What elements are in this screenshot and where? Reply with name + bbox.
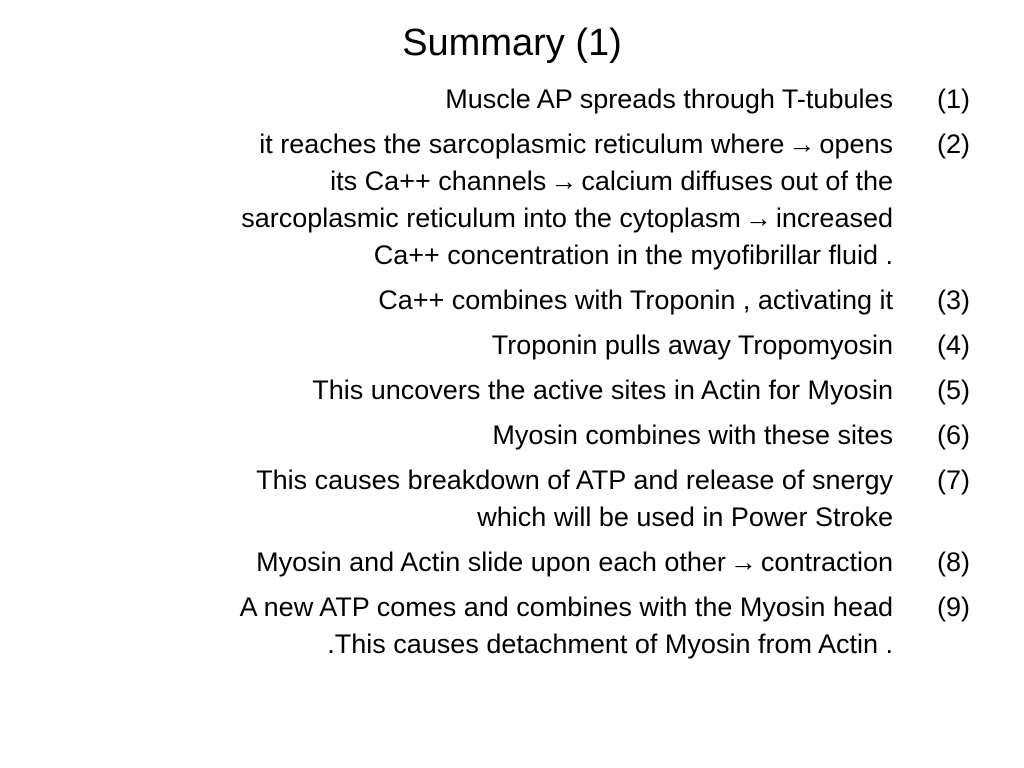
summary-item-line <box>40 81 893 118</box>
summary-item-number: (7) <box>937 465 970 495</box>
summary-item-text <box>40 282 893 319</box>
summary-item <box>40 462 970 536</box>
summary-item <box>40 81 970 118</box>
summary-item-text <box>40 372 893 409</box>
summary-item-line <box>40 163 893 200</box>
summary-item-number: (4) <box>937 330 970 360</box>
summary-item-line <box>40 499 893 536</box>
summary-list <box>40 81 970 671</box>
summary-item-segment: Ca++ concentration in the myofibrillar fluid . <box>373 240 893 270</box>
summary-item-line <box>40 200 893 237</box>
summary-item-segment: contraction <box>760 547 893 577</box>
summary-item-segment: A new ATP comes and combines with the Myosin head <box>239 592 893 622</box>
summary-item-line <box>40 626 893 663</box>
summary-item <box>40 544 970 581</box>
summary-item-text <box>40 81 893 118</box>
summary-item-number: (9) <box>937 592 970 622</box>
summary-item-number: (8) <box>937 547 970 577</box>
summary-item-line <box>40 126 893 163</box>
summary-item-line <box>40 237 893 274</box>
summary-item-line <box>40 589 893 626</box>
summary-item-number: (6) <box>937 420 970 450</box>
summary-item-text <box>40 462 893 536</box>
arrow-right-icon: → <box>729 547 757 577</box>
summary-item <box>40 282 970 319</box>
summary-item <box>40 589 970 663</box>
summary-item-number: (3) <box>937 285 970 315</box>
summary-item <box>40 126 970 274</box>
summary-item-segment: its Ca++ channels <box>330 166 547 196</box>
summary-item-segment: Myosin combines with these sites <box>492 420 893 450</box>
summary-item-segment: Myosin and Actin slide upon each other <box>256 547 726 577</box>
arrow-right-icon: → <box>744 203 772 233</box>
summary-item-segment: Muscle AP spreads through T-tubules <box>445 84 893 114</box>
summary-item-segment: which will be used in Power Stroke <box>477 502 893 532</box>
summary-item-text <box>40 544 893 581</box>
arrow-right-icon: → <box>788 129 816 159</box>
summary-item-segment: This uncovers the active sites in Actin for Myosin <box>312 375 893 405</box>
summary-item-line <box>40 417 893 454</box>
summary-item-number: (5) <box>937 375 970 405</box>
summary-item-segment: it reaches the sarcoplasmic reticulum where <box>259 129 785 159</box>
summary-item-line <box>40 462 893 499</box>
summary-item-text <box>40 589 893 663</box>
summary-item-line <box>40 544 893 581</box>
summary-item-segment: sarcoplasmic reticulum into the cytoplasm <box>241 203 741 233</box>
summary-item-text <box>40 126 893 274</box>
summary-item-segment: Ca++ combines with Troponin , activating it <box>378 285 893 315</box>
summary-item <box>40 417 970 454</box>
summary-item-line <box>40 282 893 319</box>
summary-item-segment: calcium diffuses out of the <box>581 166 893 196</box>
summary-item-number: (1) <box>937 84 970 114</box>
summary-item <box>40 327 970 364</box>
summary-item <box>40 372 970 409</box>
summary-item-segment: increased <box>775 203 893 233</box>
summary-item-segment: This causes breakdown of ATP and release of snergy <box>256 465 893 495</box>
summary-item-number: (2) <box>937 129 970 159</box>
summary-item-segment: Troponin pulls away Tropomyosin <box>491 330 893 360</box>
summary-item-segment: opens <box>819 129 893 159</box>
summary-item-text <box>40 417 893 454</box>
summary-item-segment: .This causes detachment of Myosin from Actin . <box>327 629 893 659</box>
summary-item-line <box>40 327 893 364</box>
arrow-right-icon: → <box>550 166 578 196</box>
summary-item-text <box>40 327 893 364</box>
slide-title: Summary (1) <box>402 22 622 64</box>
summary-item-line <box>40 372 893 409</box>
